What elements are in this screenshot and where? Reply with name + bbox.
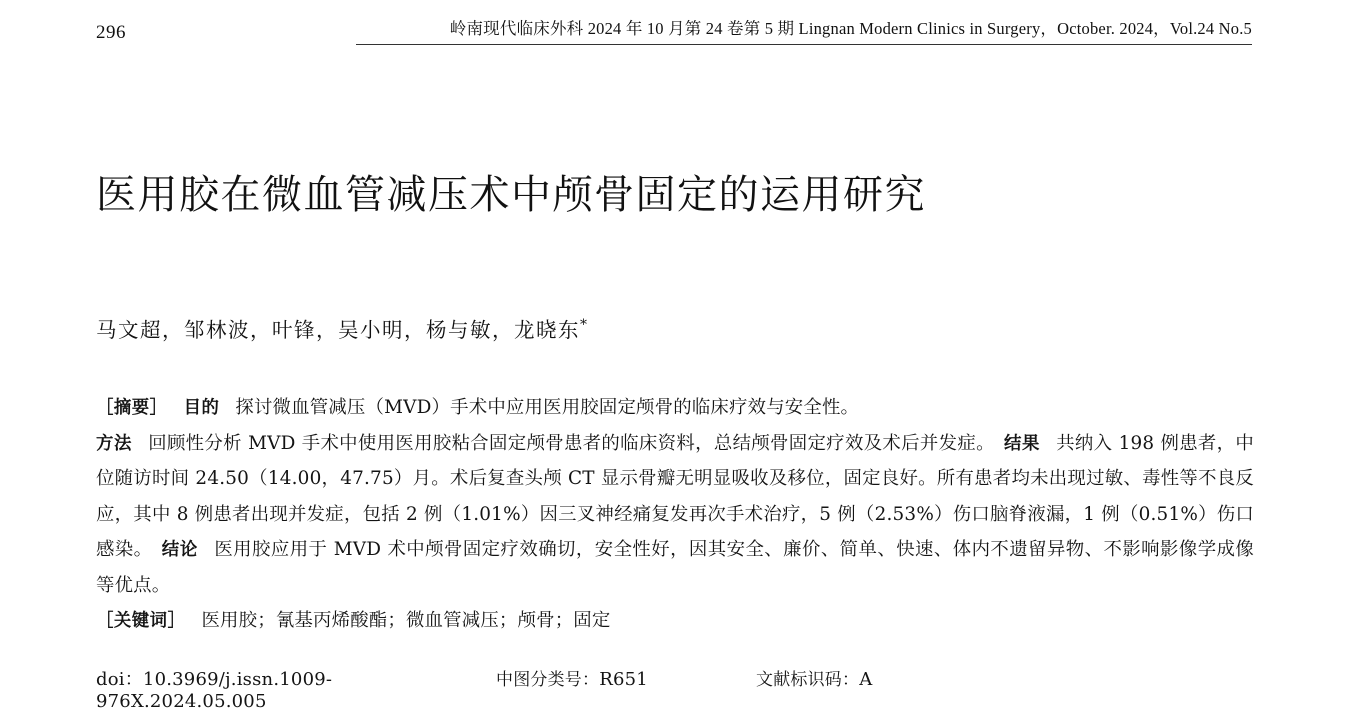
running-head [96, 18, 1252, 45]
abstract-body [96, 390, 1254, 603]
journal-running-title: 岭南现代临床外科 2024 年 10 月第 24 卷第 5 期 Lingnan Modern Clinics in Surgery，October. 2024，Vol.24 No.5 [356, 18, 1252, 45]
abstract-block [96, 390, 1254, 639]
abstract-results-label: 结果 [1003, 433, 1041, 454]
clc-number [496, 665, 756, 690]
abstract-methods-label: 方法 [96, 433, 133, 454]
abstract-conclusion-label: 结论 [161, 540, 199, 561]
author-list [96, 313, 1096, 343]
corresponding-author-mark: * [580, 317, 589, 334]
page-number: 296 [96, 22, 126, 44]
keywords-text: 医用胶；氰基丙烯酸酯；微血管减压；颅骨；固定 [201, 610, 611, 632]
keywords-line [96, 603, 1254, 639]
page-title: 医用胶在微血管减压术中颅骨固定的运用研究 [96, 171, 926, 218]
keywords-label: ［关键词］ [96, 611, 186, 632]
clc-label: 中图分类号： [496, 670, 600, 690]
article-meta [96, 665, 1254, 712]
clc-value: R651 [599, 669, 648, 690]
document-code [756, 665, 872, 690]
doi-value: doi：10.3969/j.issn.1009-976X.2024.05.005 [96, 669, 333, 712]
author-names: 马文超，邹林波，叶锋，吴小明，杨与敏，龙晓东 [96, 318, 580, 342]
abstract-objective-text: 探讨微血管减压（MVD）手术中应用医用胶固定颅骨的临床疗效与安全性。 [235, 397, 860, 418]
document-code-label: 文献标识码： [756, 670, 860, 690]
abstract-conclusion-text: 医用胶应用于 MVD 术中颅骨固定疗效确切，安全性好，因其安全、廉价、简单、快速、体内不遗留异物、不影响影像学成像等优点。 [96, 539, 1254, 596]
abstract-label: ［摘要］ [96, 398, 168, 418]
abstract-methods-text: 回顾性分析 MVD 手术中使用医用胶粘合固定颅骨患者的临床资料，总结颅骨固定疗效及术后并发症。 [148, 432, 995, 454]
abstract-results-text: 共纳入 198 例患者，中位随访时间 24.50（14.00，47.75）月。术后复查头颅 CT 显示骨瓣无明显吸收及移位，固定良好。所有患者均未出现过敏、毒性等不良反应，其中 8 例患者出现并发症，包括 2 例（1.01%）因三叉神经痛复发再次手术治疗，5 例（2.53%）伤口脑脊液漏，1 例（0.51%）伤口感染。 [96, 432, 1254, 561]
document-code-value: A [859, 669, 873, 690]
abstract-objective-label: 目的 [183, 398, 220, 418]
